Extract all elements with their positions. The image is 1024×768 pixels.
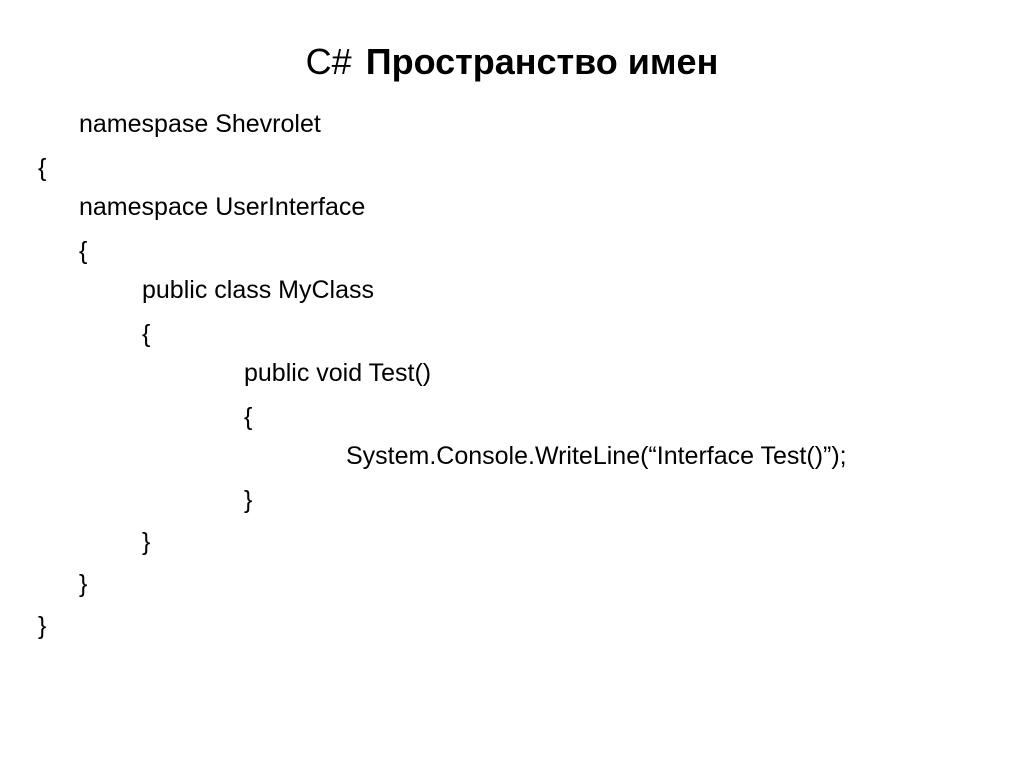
code-line-close-brace: } — [38, 612, 47, 640]
code-line-open-brace: { — [79, 237, 88, 265]
title-language: C# — [305, 41, 352, 82]
slide-title — [0, 38, 1024, 86]
code-line-open-brace: { — [38, 154, 47, 182]
code-line-writeline-call: System.Console.WriteLine(“Interface Test()”); — [346, 442, 847, 470]
title-text: Пространство имен — [365, 41, 719, 82]
code-line-open-brace: { — [142, 320, 151, 348]
code-line-namespace-userinterface: namespace UserInterface — [79, 193, 366, 221]
code-line-method-declaration: public void Test() — [244, 359, 432, 387]
code-line-class-declaration: public class MyClass — [142, 276, 375, 304]
code-line-namespace-shevrolet: namespase Shevrolet — [79, 110, 321, 138]
code-line-close-brace: } — [244, 486, 253, 514]
code-line-open-brace: { — [244, 403, 253, 431]
code-line-close-brace: } — [142, 528, 151, 556]
code-line-close-brace: } — [79, 570, 88, 598]
